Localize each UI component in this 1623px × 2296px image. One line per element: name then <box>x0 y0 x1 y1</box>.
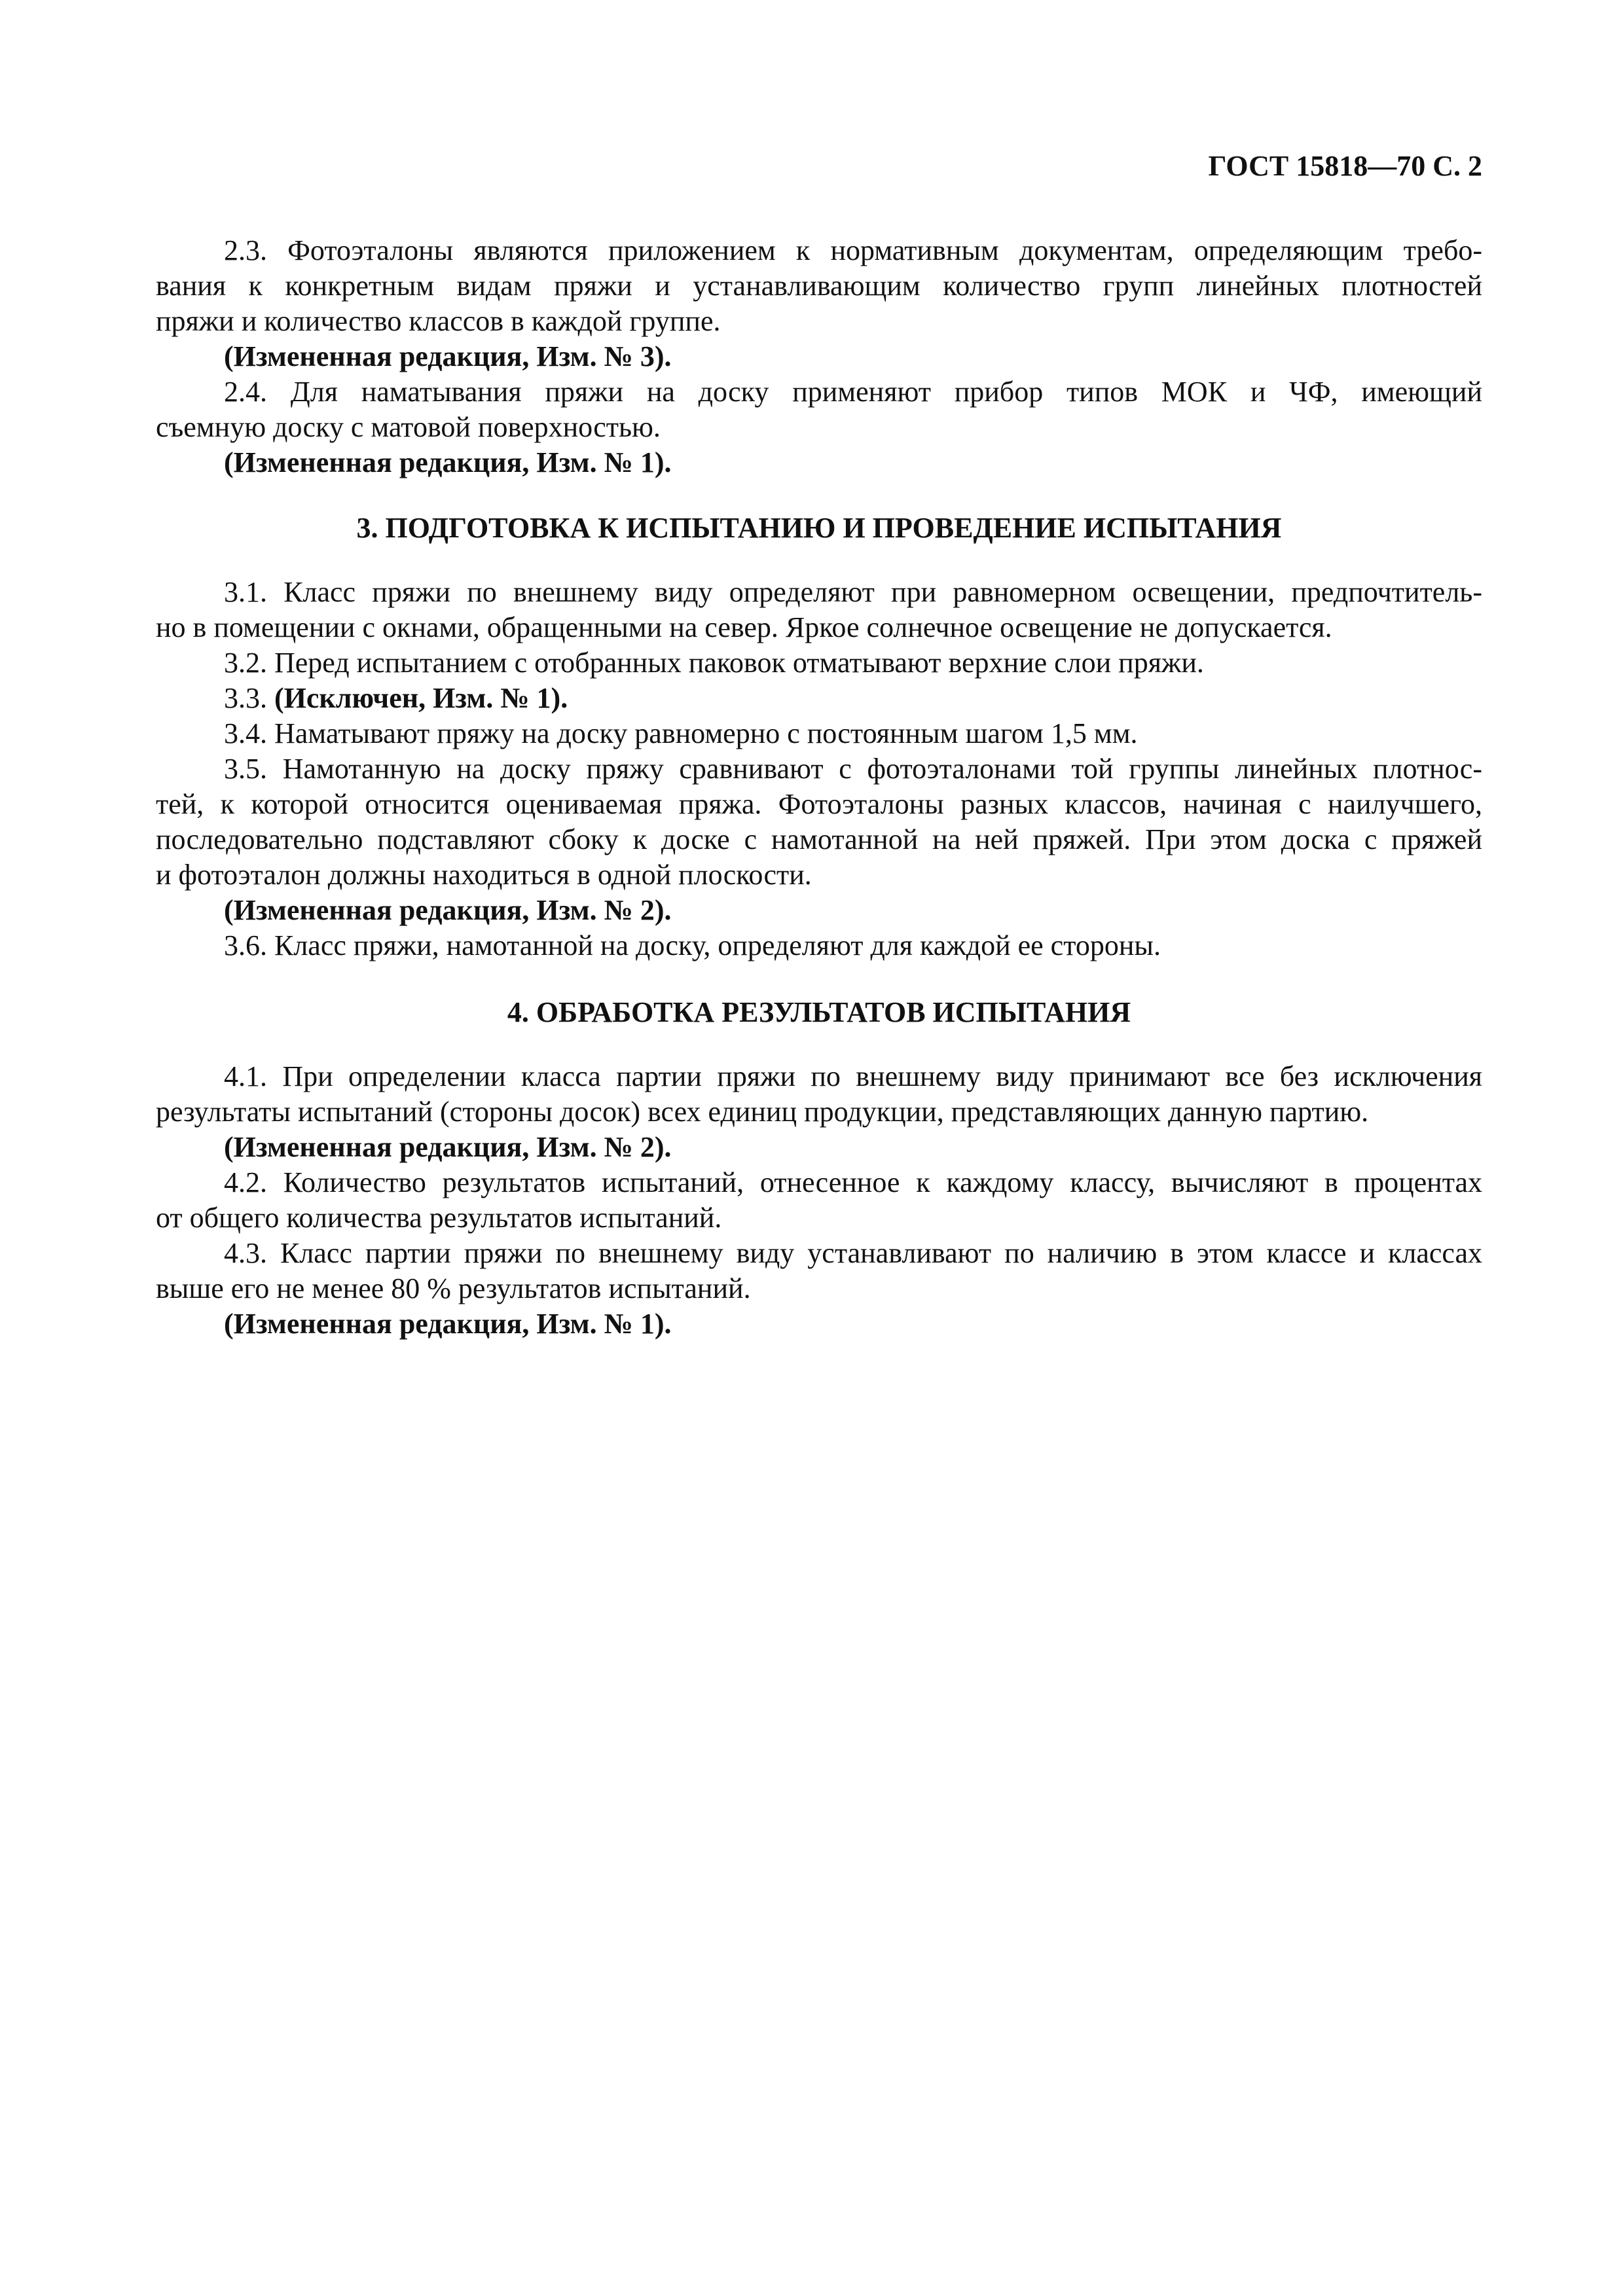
para-3-2: 3.2. Перед испытанием с отобранных паковок отматывают верхние слои пряжи. <box>224 647 1204 679</box>
amendment-note-4-1: (Измененная редакция, Изм. № 2). <box>224 1131 672 1163</box>
para-2-4-line-1: 2.4. Для наматывания пряжи на доску применяют прибор типов МОК и ЧФ, имеющий <box>224 376 1482 408</box>
section-4-title: 4. ОБРАБОТКА РЕЗУЛЬТАТОВ ИСПЫТАНИЯ <box>507 996 1131 1028</box>
para-4-2-line-1: 4.2. Количество результатов испытаний, отнесенное к каждому классу, вычисляют в процентах <box>224 1166 1482 1198</box>
para-4-2-line-2: от общего количества результатов испытаний. <box>156 1202 722 1234</box>
para-3-3 <box>224 681 1482 716</box>
running-header: ГОСТ 15818—70 С. 2 <box>1208 150 1482 182</box>
para-3-1-line-1: 3.1. Класс пряжи по внешнему виду определяют при равномерном освещении, предпочтитель- <box>224 576 1482 608</box>
para-2-4-line-2: съемную доску с матовой поверхностью. <box>156 411 661 443</box>
document-page <box>156 0 1482 2296</box>
para-3-5-line-3: последовательно подставляют сбоку к доске с намотанной на ней пряжей. При этом доска с пряжей <box>156 823 1482 855</box>
amendment-note-4-3: (Измененная редакция, Изм. № 1). <box>224 1308 672 1340</box>
para-3-4: 3.4. Наматывают пряжу на доску равномерно с постоянным шагом 1,5 мм. <box>224 717 1138 749</box>
para-4-1-line-1: 4.1. При определении класса партии пряжи по внешнему виду принимают все без исключения <box>224 1060 1482 1092</box>
amendment-note-2-4: (Измененная редакция, Изм. № 1). <box>224 446 672 478</box>
para-2-3-line-2: вания к конкретным видам пряжи и устанавливающим количество групп линейных плотностей <box>156 270 1482 302</box>
section-3-title: 3. ПОДГОТОВКА К ИСПЫТАНИЮ И ПРОВЕДЕНИЕ ИСПЫТАНИЯ <box>356 512 1282 544</box>
para-2-3-line-3: пряжи и количество классов в каждой группе. <box>156 305 721 337</box>
para-3-5-line-4: и фотоэталон должны находиться в одной плоскости. <box>156 859 812 891</box>
para-4-3-line-1: 4.3. Класс партии пряжи по внешнему виду устанавливают по наличию в этом классе и классах <box>224 1237 1482 1269</box>
amendment-note-2-3: (Измененная редакция, Изм. № 3). <box>224 340 672 372</box>
para-3-1-line-2: но в помещении с окнами, обращенными на север. Яркое солнечное освещение не допускается. <box>156 611 1332 643</box>
para-3-5-line-2: тей, к которой относится оцениваемая пряжа. Фотоэталоны разных классов, начиная с наилучшего, <box>156 788 1482 820</box>
para-3-3-excluded-note: (Исключен, Изм. № 1). <box>274 682 568 714</box>
para-4-1-line-2: результаты испытаний (стороны досок) всех единиц продукции, представляющих данную партию. <box>156 1096 1369 1128</box>
para-4-3-line-2: выше его не менее 80 % результатов испытаний. <box>156 1272 751 1304</box>
para-3-3-number: 3.3. <box>224 682 267 714</box>
para-2-3-line-1: 2.3. Фотоэталоны являются приложением к нормативным документам, определяющим требо- <box>224 234 1482 266</box>
para-3-5-line-1: 3.5. Намотанную на доску пряжу сравнивают с фотоэталонами той группы линейных плотнос- <box>224 753 1482 785</box>
amendment-note-3-5: (Измененная редакция, Изм. № 2). <box>224 894 672 926</box>
para-3-6: 3.6. Класс пряжи, намотанной на доску, определяют для каждой ее стороны. <box>224 929 1161 961</box>
